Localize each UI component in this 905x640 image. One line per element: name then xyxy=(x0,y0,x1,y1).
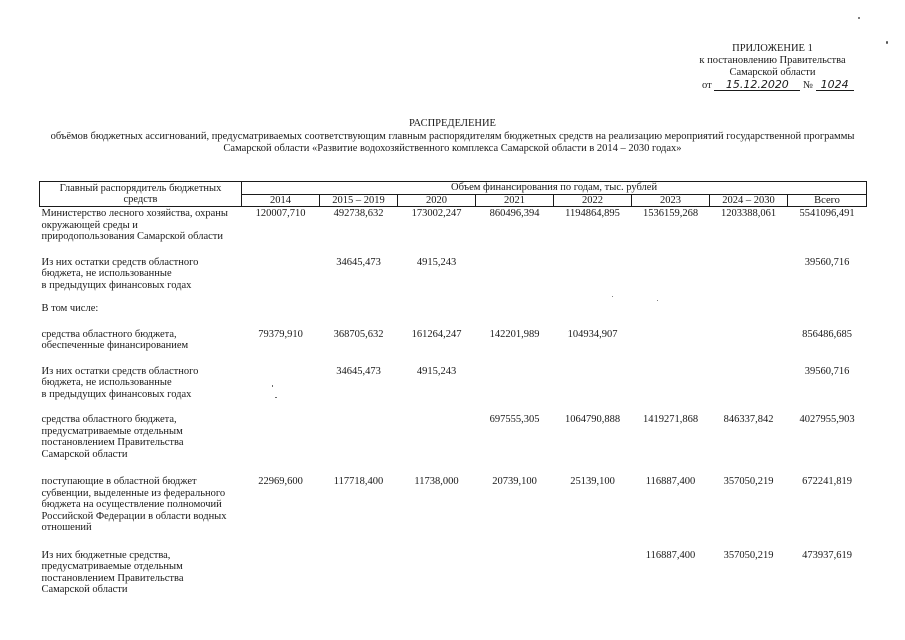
value-cell: 1064790,888 xyxy=(564,414,621,425)
value-cell: 20739,100 xyxy=(492,476,537,487)
value-cell xyxy=(242,366,320,415)
value-cell: 492738,632 xyxy=(320,207,398,257)
value-cell: 473937,619 xyxy=(802,549,852,561)
value-cell xyxy=(320,550,398,596)
value-cell: 846337,842 xyxy=(723,414,774,425)
decree-date: 15.12.2020 xyxy=(714,79,800,91)
header-year-4: 2022 xyxy=(554,194,632,207)
value-cell xyxy=(476,366,554,415)
table-row xyxy=(40,550,867,596)
scan-speck xyxy=(858,17,860,19)
row-label-line: Из них остатки средств областного xyxy=(41,256,199,268)
header-year-6: 2024 – 2030 xyxy=(710,194,788,207)
value-cell: 25139,100 xyxy=(570,476,615,487)
value-cell: 860496,394 xyxy=(476,207,554,257)
value-cell xyxy=(554,550,632,596)
budget-table xyxy=(39,181,867,596)
row-label-line: Министерство лесного хозяйства, охраны xyxy=(41,208,228,219)
row-label-line: поступающие в областной бюджет xyxy=(41,476,197,487)
value-cell: 11738,000 xyxy=(414,476,459,487)
appendix-line-3: Самарской области xyxy=(729,67,816,78)
value-cell: 697555,305 xyxy=(489,414,540,425)
row-label-line: обеспеченные финансированием xyxy=(41,340,189,351)
value-cell xyxy=(320,303,398,329)
value-cell: 39560,716 xyxy=(804,365,850,377)
row-label xyxy=(40,414,242,476)
row-label-line: Из них остатки средств областного xyxy=(41,365,199,377)
value-cell: 1203388,061 xyxy=(710,207,788,257)
value-cell xyxy=(554,303,632,329)
value-cell xyxy=(710,257,788,304)
value-cell xyxy=(554,257,632,304)
row-label-line: средства областного бюджета, xyxy=(41,414,177,425)
value-cell: 22969,600 xyxy=(258,476,303,487)
row-label-line: в предыдущих финансовых годах xyxy=(41,279,192,291)
header-year-2: 2020 xyxy=(398,194,476,207)
value-cell: 368705,632 xyxy=(333,328,384,340)
value-cell xyxy=(476,303,554,329)
table-row xyxy=(40,207,867,257)
value-cell: 116887,400 xyxy=(645,476,696,487)
row-label xyxy=(40,550,242,596)
number-sign: № xyxy=(802,80,813,91)
value-cell: 39560,716 xyxy=(804,256,850,268)
value-cell: 120007,710 xyxy=(242,207,320,257)
row-label xyxy=(40,476,242,550)
value-cell: 117718,400 xyxy=(333,476,384,487)
value-cell: 4915,243 xyxy=(416,256,457,268)
header-group: Объем финансирования по годам, тыс. рублей xyxy=(242,182,867,195)
value-cell xyxy=(476,257,554,304)
appendix-date-line xyxy=(680,79,865,92)
header-year-1: 2015 – 2019 xyxy=(320,194,398,207)
row-label xyxy=(40,329,242,366)
value-cell xyxy=(632,257,710,304)
row-label-line: постановлением Правительства xyxy=(41,437,184,448)
value-cell: 34645,473 xyxy=(336,256,381,268)
row-label xyxy=(40,257,242,304)
value-cell: 357050,219 xyxy=(723,549,774,561)
header-year-0: 2014 xyxy=(242,194,320,207)
value-cell: 116887,400 xyxy=(645,549,696,561)
row-label-line: В том числе: xyxy=(41,303,99,314)
value-cell: 79379,910 xyxy=(258,328,303,340)
row-label-line: предусматриваемые отдельным xyxy=(41,425,183,437)
value-cell xyxy=(554,366,632,415)
scan-speck xyxy=(657,300,658,301)
table-row xyxy=(40,414,867,476)
row-label xyxy=(40,366,242,415)
appendix-block xyxy=(680,43,865,92)
value-cell xyxy=(632,329,710,366)
value-cell xyxy=(398,303,476,329)
table-row xyxy=(40,366,867,415)
table-row xyxy=(40,476,867,550)
scan-speck xyxy=(272,385,273,387)
table-row xyxy=(40,329,867,366)
value-cell xyxy=(710,329,788,366)
value-cell xyxy=(788,303,867,329)
table-row xyxy=(40,303,867,329)
value-cell xyxy=(398,414,476,476)
value-cell: 173002,247 xyxy=(398,207,476,257)
value-cell: 161264,247 xyxy=(411,328,462,340)
value-cell xyxy=(242,257,320,304)
row-label-line: отношений xyxy=(41,522,92,533)
row-label-line: в предыдущих финансовых годах xyxy=(41,388,192,400)
value-cell xyxy=(242,414,320,476)
header-year-7: Всего xyxy=(788,194,867,207)
header-year-3: 2021 xyxy=(476,194,554,207)
value-cell xyxy=(242,303,320,329)
row-label-line: Российской Федерации в области водных xyxy=(41,510,227,522)
table-row xyxy=(40,257,867,304)
row-label-line: средства областного бюджета, xyxy=(41,328,177,340)
scan-speck xyxy=(886,41,888,44)
value-cell: 104934,907 xyxy=(567,328,618,340)
value-cell xyxy=(710,366,788,415)
row-label xyxy=(40,303,242,329)
value-cell: 672241,819 xyxy=(802,476,852,487)
table-body xyxy=(40,207,867,596)
appendix-title: ПРИЛОЖЕНИЕ 1 xyxy=(732,43,813,54)
value-cell: 1536159,268 xyxy=(632,207,710,257)
row-label-line: субвенции, выделенные из федерального xyxy=(41,487,226,499)
row-label xyxy=(40,207,242,257)
row-label-line: природопользования Самарской области xyxy=(41,231,224,242)
value-cell: 357050,219 xyxy=(723,476,774,487)
value-cell: 142201,989 xyxy=(489,328,540,340)
row-label-line: Самарской области xyxy=(41,448,128,460)
row-label-line: предусматриваемые отдельным xyxy=(41,561,183,572)
value-cell: 1194864,895 xyxy=(554,207,632,257)
document-heading xyxy=(0,118,905,156)
value-cell xyxy=(476,550,554,596)
value-cell: 5541096,491 xyxy=(788,207,867,257)
scan-speck xyxy=(612,296,613,297)
row-label-line: Самарской области xyxy=(41,584,128,595)
document-title: РАСПРЕДЕЛЕНИЕ xyxy=(409,118,496,129)
value-cell: 856486,685 xyxy=(802,328,852,340)
scan-speck xyxy=(275,397,277,398)
row-label-line: Из них бюджетные средства, xyxy=(41,549,171,561)
value-cell: 4027955,903 xyxy=(799,414,855,425)
header-year-5: 2023 xyxy=(632,194,710,207)
value-cell xyxy=(710,303,788,329)
date-prefix: от xyxy=(702,80,712,91)
row-label-line: постановлением Правительства xyxy=(41,572,184,584)
decree-number: 1024 xyxy=(816,79,854,91)
row-label-line: бюджета, не использованные xyxy=(41,268,172,279)
value-cell xyxy=(632,303,710,329)
value-cell xyxy=(242,550,320,596)
value-cell: 34645,473 xyxy=(336,365,381,377)
value-cell xyxy=(320,414,398,476)
row-label-line: бюджета на осуществление полномочий xyxy=(41,499,222,510)
value-cell xyxy=(398,550,476,596)
value-cell: 4915,243 xyxy=(416,365,457,377)
header-main-column: Главный распорядитель бюджетных средств xyxy=(40,182,242,207)
row-label-line: окружающей среды и xyxy=(41,219,138,231)
document-subtitle-2: Самарской области «Развитие водохозяйственного комплекса Самарской области в 2014 – 2030 годах» xyxy=(223,143,682,154)
row-label-line: бюджета, не использованные xyxy=(41,377,172,388)
value-cell xyxy=(632,366,710,415)
document-subtitle-1: объёмов бюджетных ассигнований, предусматриваемых соответствующим главным распорядителям бюджетных средств на реализацию мероприятий государственной программы xyxy=(50,130,855,142)
appendix-line-2: к постановлению Правительства xyxy=(699,55,846,66)
value-cell: 1419271,868 xyxy=(642,414,699,425)
